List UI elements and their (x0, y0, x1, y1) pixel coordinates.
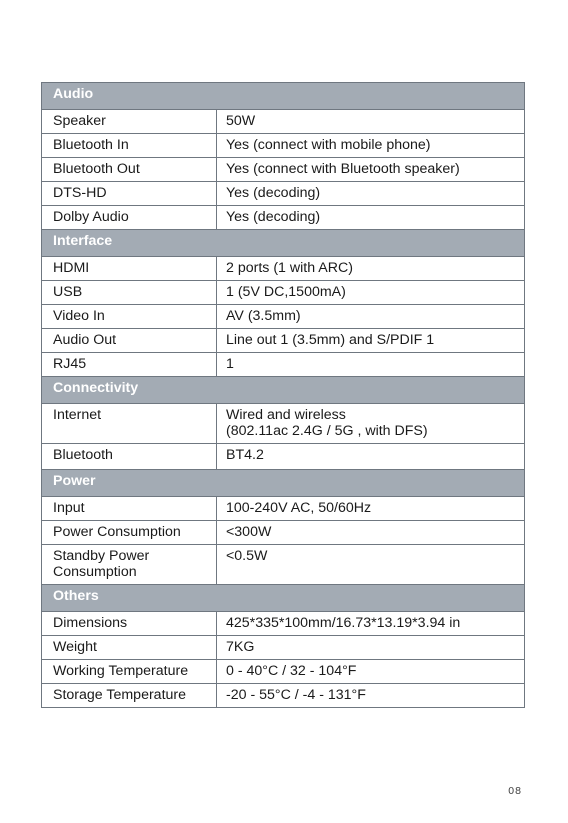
spec-value (217, 110, 525, 134)
spec-value (217, 353, 525, 377)
spec-value-line: (802.11ac 2.4G / 5G , with DFS) (226, 423, 428, 439)
spec-label: Dimensions (42, 612, 217, 636)
spec-label: DTS-HD (42, 182, 217, 206)
spec-value (217, 329, 525, 353)
spec-row-dolby-audio (42, 206, 525, 230)
spec-row-power-consumption (42, 521, 525, 545)
spec-row-weight (42, 636, 525, 660)
spec-value (217, 660, 525, 684)
spec-label: Audio Out (42, 329, 217, 353)
spec-label: Weight (42, 636, 217, 660)
spec-value (217, 281, 525, 305)
spec-label: Speaker (42, 110, 217, 134)
spec-row-working-temperature (42, 660, 525, 684)
spec-label: USB (42, 281, 217, 305)
spec-label: Power Consumption (42, 521, 217, 545)
spec-value-line: Wired and wireless (226, 407, 346, 423)
spec-value (217, 636, 525, 660)
spec-label: Working Temperature (42, 660, 217, 684)
spec-value (217, 206, 525, 230)
spec-label: Input (42, 497, 217, 521)
spec-value-line: <0.5W (226, 548, 268, 564)
section-title: Power (42, 470, 525, 497)
spec-row-internet (42, 404, 525, 444)
section-header-interface (42, 230, 525, 257)
spec-label-line: Standby Power (53, 548, 150, 564)
spec-value (217, 545, 525, 585)
spec-label: Dolby Audio (42, 206, 217, 230)
spec-label: HDMI (42, 257, 217, 281)
spec-row-usb (42, 281, 525, 305)
spec-row-bluetooth (42, 444, 525, 470)
spec-value (217, 182, 525, 206)
spec-label: Bluetooth Out (42, 158, 217, 182)
spec-label: RJ45 (42, 353, 217, 377)
spec-value-line: Yes (connect with mobile phone) (226, 137, 431, 153)
section-title: Others (42, 585, 525, 612)
spec-value-line: 2 ports (1 with ARC) (226, 260, 353, 276)
spec-row-hdmi (42, 257, 525, 281)
spec-value-line: AV (3.5mm) (226, 308, 301, 324)
section-header-audio (42, 83, 525, 110)
spec-value-line: 7KG (226, 639, 255, 655)
spec-row-dimensions (42, 612, 525, 636)
spec-row-bluetooth-out (42, 158, 525, 182)
page-number: 08 (508, 786, 522, 797)
section-title: Audio (42, 83, 525, 110)
section-title: Connectivity (42, 377, 525, 404)
spec-label: Video In (42, 305, 217, 329)
spec-value-line: Yes (decoding) (226, 185, 321, 201)
section-header-connectivity (42, 377, 525, 404)
spec-value (217, 521, 525, 545)
spec-row-video-in (42, 305, 525, 329)
spec-label-line: Consumption (53, 564, 137, 580)
spec-label: Internet (42, 404, 217, 444)
spec-value-line: <300W (226, 524, 272, 540)
spec-value (217, 684, 525, 708)
spec-value (217, 444, 525, 470)
spec-row-speaker (42, 110, 525, 134)
spec-label: Storage Temperature (42, 684, 217, 708)
section-header-power (42, 470, 525, 497)
spec-value (217, 404, 525, 444)
spec-row-dts-hd (42, 182, 525, 206)
spec-value-line: -20 - 55°C / -4 - 131°F (226, 687, 366, 703)
section-header-others (42, 585, 525, 612)
spec-value-line: 425*335*100mm/16.73*13.19*3.94 in (226, 615, 461, 631)
spec-label (42, 545, 217, 585)
spec-label: Bluetooth In (42, 134, 217, 158)
spec-value (217, 134, 525, 158)
spec-row-audio-out (42, 329, 525, 353)
spec-value-line: 100-240V AC, 50/60Hz (226, 500, 372, 516)
spec-label: Bluetooth (42, 444, 217, 470)
spec-value (217, 257, 525, 281)
spec-value-line: 0 - 40°C / 32 - 104°F (226, 663, 357, 679)
spec-row-standby-power-consumption (42, 545, 525, 585)
spec-value-line: Line out 1 (3.5mm) and S/PDIF 1 (226, 332, 435, 348)
spec-value (217, 497, 525, 521)
spec-value-line: Yes (connect with Bluetooth speaker) (226, 161, 460, 177)
spec-value-line: BT4.2 (226, 447, 264, 463)
spec-row-rj45 (42, 353, 525, 377)
spec-value-line: 1 (226, 356, 234, 372)
spec-row-bluetooth-in (42, 134, 525, 158)
spec-table (41, 82, 525, 708)
spec-row-input (42, 497, 525, 521)
spec-value (217, 158, 525, 182)
spec-value (217, 305, 525, 329)
spec-value (217, 612, 525, 636)
spec-value-line: Yes (decoding) (226, 209, 321, 225)
spec-row-storage-temperature (42, 684, 525, 708)
section-title: Interface (42, 230, 525, 257)
spec-value-line: 1 (5V DC,1500mA) (226, 284, 346, 300)
spec-value-line: 50W (226, 113, 256, 129)
